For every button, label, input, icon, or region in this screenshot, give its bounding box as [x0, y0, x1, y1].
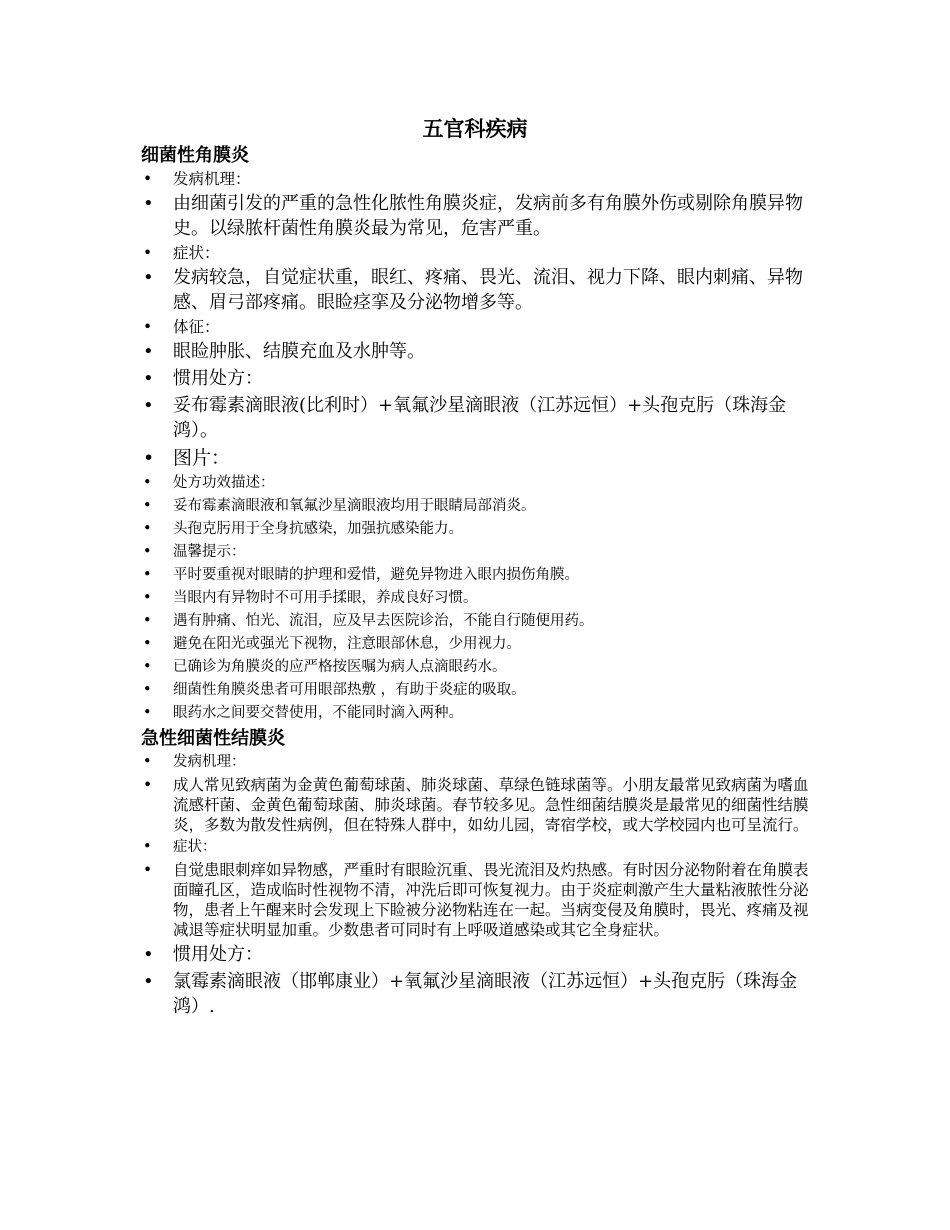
- bullet-icon: •: [143, 776, 153, 794]
- bullet-icon: •: [143, 395, 154, 416]
- list-item: • 发病机理：: [143, 170, 251, 188]
- list-item: • 惯用处方：: [143, 368, 263, 389]
- bullet-icon: •: [143, 475, 152, 491]
- list-item: • 惯用处方：: [143, 944, 263, 965]
- list-item: • 症状：: [143, 839, 217, 855]
- bullet-icon: •: [143, 318, 153, 336]
- bullet-icon: •: [143, 521, 152, 537]
- bullet-icon: •: [143, 368, 154, 389]
- bullet-icon: •: [143, 447, 155, 469]
- list-item: • 图片：: [143, 447, 231, 469]
- list-item: • 细菌性角膜炎患者可用眼部热敷 ，有助于炎症的吸取。: [143, 682, 526, 698]
- list-item: • 成人常见致病菌为金黄色葡萄球菌、肺炎球菌、草绿色链球菌等。小朋友最常见致病菌为嗜血流感杆菌、金黄色葡萄球菌、肺炎球菌。春节较多见。急性细菌结膜炎是最常见的细菌性结膜炎，多数为散发性病例，但在特殊人群中，如幼儿园，寄宿学校，或大学校园内也可呈流行。: [143, 776, 809, 834]
- bullet-icon: •: [143, 839, 152, 855]
- bullet-icon: •: [143, 544, 152, 560]
- bullet-icon: •: [143, 705, 152, 721]
- bullet-icon: •: [143, 170, 153, 188]
- bullet-icon: •: [143, 498, 152, 514]
- list-item: • 自觉患眼刺痒如异物感，严重时有眼睑沉重、畏光流泪及灼热感。有时因分泌物附着在角膜表面瞳孔区，造成临时性视物不清，冲洗后即可恢复视力。由于炎症刺激产生大量粘液脓性分泌物，患者上午醒来时会发现上下睑被分泌物粘连在一起。当病变侵及角膜时，畏光、疼痛及视减退等症状明显加重。少数患者可同时有上呼吸道感染或其它全身症状。: [143, 861, 809, 939]
- bullet-icon: •: [143, 682, 152, 698]
- list-item: • 发病较急，自觉症状重，眼红、疼痛、畏光、流泪、视力下降、眼内刺痛、异物感、眉弓部疼痛。眼睑痉挛及分泌物增多等。: [143, 267, 803, 313]
- bullet-icon: •: [143, 971, 154, 992]
- section-heading: 细菌性角膜炎: [141, 145, 249, 166]
- bullet-icon: •: [143, 244, 153, 262]
- bullet-icon: •: [143, 341, 154, 362]
- list-item: • 已确诊为角膜炎的应严格按医嘱为病人点滴眼药水。: [143, 659, 507, 675]
- list-item: • 体征：: [143, 318, 220, 336]
- bullet-icon: •: [143, 267, 154, 288]
- list-item: • 温馨提示：: [143, 544, 246, 560]
- section-heading: 急性细菌性结膜炎: [141, 728, 285, 749]
- bullet-icon: •: [143, 636, 152, 652]
- list-item: • 妥布霉素滴眼液(比利时）+氧氟沙星滴眼液（江苏远恒）+头孢克肟（珠海金鸿）。: [143, 395, 787, 441]
- document-body: [141, 143, 821, 1021]
- page-title: 五官科疾病: [422, 117, 528, 141]
- list-item: • 当眼内有异物时不可用手揉眼，养成良好习惯。: [143, 590, 478, 606]
- list-item: • 发病机理：: [143, 754, 246, 770]
- bullet-icon: •: [143, 861, 153, 879]
- list-item: • 处方功效描述：: [143, 475, 275, 491]
- bullet-icon: •: [143, 590, 152, 606]
- list-item: • 遇有肿痛、怕光、流泪，应及早去医院诊治，不能自行随便用药。: [143, 613, 594, 629]
- list-item: • 症状：: [143, 244, 220, 262]
- bullet-icon: •: [143, 613, 152, 629]
- list-item: • 由细菌引发的严重的急性化脓性角膜炎症，发病前多有角膜外伤或剔除角膜异物史。以绿脓杆菌性角膜炎最为常见，危害严重。: [143, 193, 803, 239]
- bullet-icon: •: [143, 659, 152, 675]
- list-item: • 避免在阳光或强光下视物，注意眼部休息，少用视力。: [143, 636, 521, 652]
- list-item: • 平时要重视对眼睛的护理和爱惜，避免异物进入眼内损伤角膜。: [143, 567, 579, 583]
- bullet-icon: •: [143, 754, 152, 770]
- list-item: • 眼药水之间要交替使用，不能同时滴入两种。: [143, 705, 463, 721]
- list-item: • 氯霉素滴眼液（邯郸康业）+氧氟沙星滴眼液（江苏远恒）+头孢克肟（珠海金鸿）.: [143, 971, 798, 1017]
- list-item: • 妥布霉素滴眼液和氧氟沙星滴眼液均用于眼睛局部消炎。: [143, 498, 536, 514]
- list-item: • 眼睑肿胀、结膜充血及水肿等。: [143, 341, 425, 362]
- list-item: • 头孢克肟用于全身抗感染，加强抗感染能力。: [143, 521, 463, 537]
- bullet-icon: •: [143, 567, 152, 583]
- bullet-icon: •: [143, 944, 154, 965]
- bullet-icon: •: [143, 193, 154, 214]
